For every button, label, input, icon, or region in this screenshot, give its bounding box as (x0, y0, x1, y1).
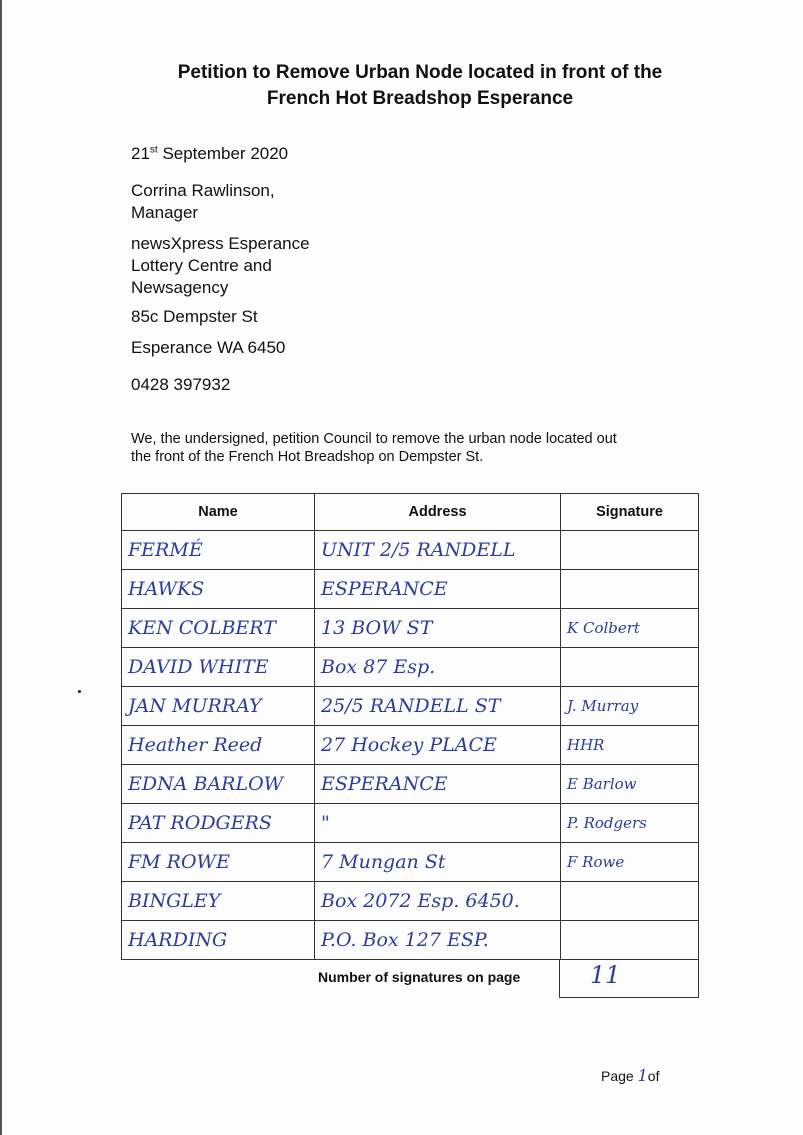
cell-address: 7 Mungan St (315, 843, 561, 882)
cell-name: PAT RODGERS (122, 804, 315, 843)
cell-name: Heather Reed (122, 726, 315, 765)
cell-signature (561, 531, 699, 570)
table-row (122, 882, 699, 921)
cell-address: ESPERANCE (315, 570, 561, 609)
cell-name: DAVID WHITE (122, 648, 315, 687)
scan-speck (78, 690, 81, 693)
title-line-1: Petition to Remove Urban Node located in front of the (177, 62, 663, 83)
table-row (122, 921, 699, 960)
page-footer (601, 1066, 659, 1085)
header-name: Name (122, 494, 315, 531)
statement-line-2: the front of the French Hot Breadshop on Dempster St. (131, 449, 484, 465)
header-address: Address (315, 494, 561, 531)
cell-address: ESPERANCE (315, 765, 561, 804)
cell-signature (561, 921, 699, 960)
cell-name: HAWKS (122, 570, 315, 609)
cell-signature: J. Murray (561, 687, 699, 726)
cell-name: FERMÉ (122, 531, 315, 570)
date-month-year: September 2020 (162, 144, 289, 163)
header-signature: Signature (561, 494, 699, 531)
cell-signature (561, 648, 699, 687)
signature-count-label: Number of signatures on page (318, 969, 521, 985)
table-row (122, 765, 699, 804)
petition-title (70, 60, 770, 112)
cell-address: P.O. Box 127 ESP. (315, 921, 561, 960)
title-line-2: French Hot Breadshop Esperance (266, 88, 574, 109)
cell-signature: HHR (561, 726, 699, 765)
contact-street: 85c Dempster St (131, 307, 258, 326)
cell-address: 25/5 RANDELL ST (315, 687, 561, 726)
table-row (122, 843, 699, 882)
cell-signature (561, 882, 699, 921)
cell-address: UNIT 2/5 RANDELL (315, 531, 561, 570)
table-row (122, 804, 699, 843)
business-line-2: Lottery Centre and (131, 256, 272, 275)
business-line-1: newsXpress Esperance (131, 234, 310, 253)
cell-signature: E Barlow (561, 765, 699, 804)
date-suffix: st (149, 144, 158, 156)
petition-date (131, 143, 288, 165)
cell-address: 13 BOW ST (315, 609, 561, 648)
business-line-3: Newsagency (131, 278, 229, 297)
table-row (122, 687, 699, 726)
cell-address: Box 87 Esp. (315, 648, 561, 687)
cell-address: " (315, 804, 561, 843)
page-number: 1 (637, 1066, 648, 1085)
of-label: of (647, 1068, 660, 1084)
cell-signature: K Colbert (561, 609, 699, 648)
table-row (122, 531, 699, 570)
table-row (122, 648, 699, 687)
petition-statement (131, 430, 617, 466)
signature-count-value: 11 (590, 961, 621, 989)
table-row (122, 570, 699, 609)
table-row (122, 609, 699, 648)
contact-phone: 0428 397932 (131, 375, 231, 394)
cell-name: HARDING (122, 921, 315, 960)
cell-name: FM ROWE (122, 843, 315, 882)
scan-edge (0, 0, 2, 1135)
cell-name: KEN COLBERT (122, 609, 315, 648)
cell-name: BINGLEY (122, 882, 315, 921)
cell-name: EDNA BARLOW (122, 765, 315, 804)
statement-line-1: We, the undersigned, petition Council to remove the urban node located out (131, 431, 617, 447)
cell-address: 27 Hockey PLACE (315, 726, 561, 765)
table-header-row (122, 494, 699, 531)
contact-town: Esperance WA 6450 (131, 338, 286, 357)
cell-signature: F Rowe (561, 843, 699, 882)
contact-role: Manager (131, 203, 199, 222)
table-row (122, 726, 699, 765)
cell-signature (561, 570, 699, 609)
date-day: 21 (131, 144, 150, 163)
cell-name: JAN MURRAY (122, 687, 315, 726)
cell-signature: P. Rodgers (561, 804, 699, 843)
page-label: Page (601, 1068, 634, 1084)
signature-count-box (559, 959, 699, 998)
cell-address: Box 2072 Esp. 6450. (315, 882, 561, 921)
contact-name: Corrina Rawlinson, (131, 181, 275, 200)
signature-table (121, 493, 699, 960)
